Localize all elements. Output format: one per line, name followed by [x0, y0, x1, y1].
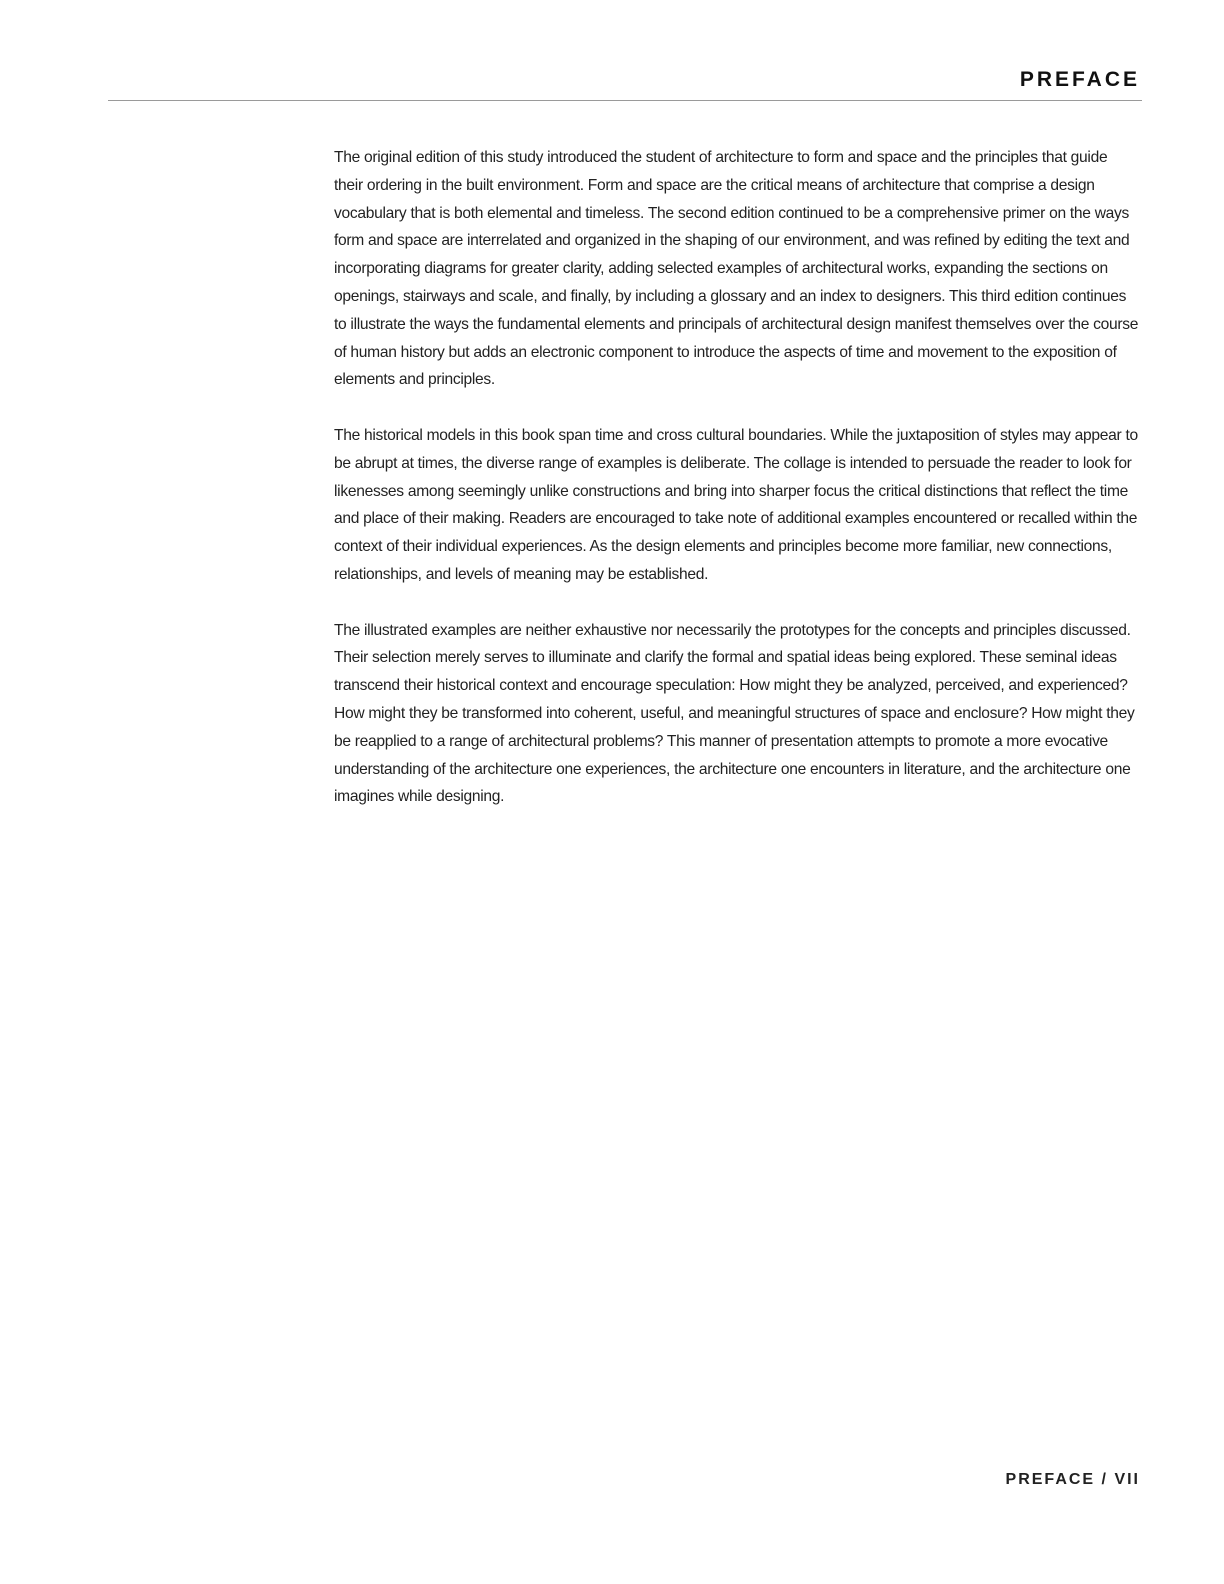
running-title: PREFACE: [1019, 68, 1140, 91]
paragraph: The illustrated examples are neither exhaustive nor necessarily the prototypes for the concepts and principles discussed. Their selection merely serves to illuminate and clarify the formal and spatial ideas being explored. These seminal ideas transcend their historical context and encourage speculation: How might they be analyzed, perceived, and experienced? How might they be transformed into coherent, useful, and meaningful structures of space and enclosure? How might they be reapplied to a range of architectural problems? This manner of presentation attempts to promote a more evocative understanding of the architecture one experiences, the architecture one encounters in literature, and the architecture one imagines while designing.: [334, 621, 1135, 806]
page-header: [108, 66, 1142, 101]
paragraph: The original edition of this study introduced the student of architecture to form and space and the principles that guide their ordering in the built environment. Form and space are the critical means of architecture that comprise a design vocabulary that is both elemental and timeless. The second edition continued to be a comprehensive primer on the ways form and space are interrelated and organized in the shaping of our environment, and was refined by editing the text and incorporating diagrams for greater clarity, adding selected examples of architectural works, expanding the sections on openings, stairways and scale, and finally, by including a glossary and an index to designers. This third edition continues to illustrate the ways the fundamental elements and principals of architectural design manifest themselves over the course of human history but adds an electronic component to introduce the aspects of time and movement to the exposition of elements and principles.: [334, 149, 1139, 389]
body-text: [334, 144, 1140, 839]
page-folio: PREFACE / VII: [1005, 1471, 1140, 1488]
paragraph: The historical models in this book span time and cross cultural boundaries. While the juxtaposition of styles may appear to be abrupt at times, the diverse range of examples is deliberate. The collage is intended to persuade the reader to look for likenesses among seemingly unlike constructions and bring into sharper focus the critical distinctions that reflect the time and place of their making. Readers are encouraged to take note of additional examples encountered or recalled within the context of their individual experiences. As the design elements and principles become more familiar, new connections, relationships, and levels of meaning may be established.: [334, 426, 1138, 583]
